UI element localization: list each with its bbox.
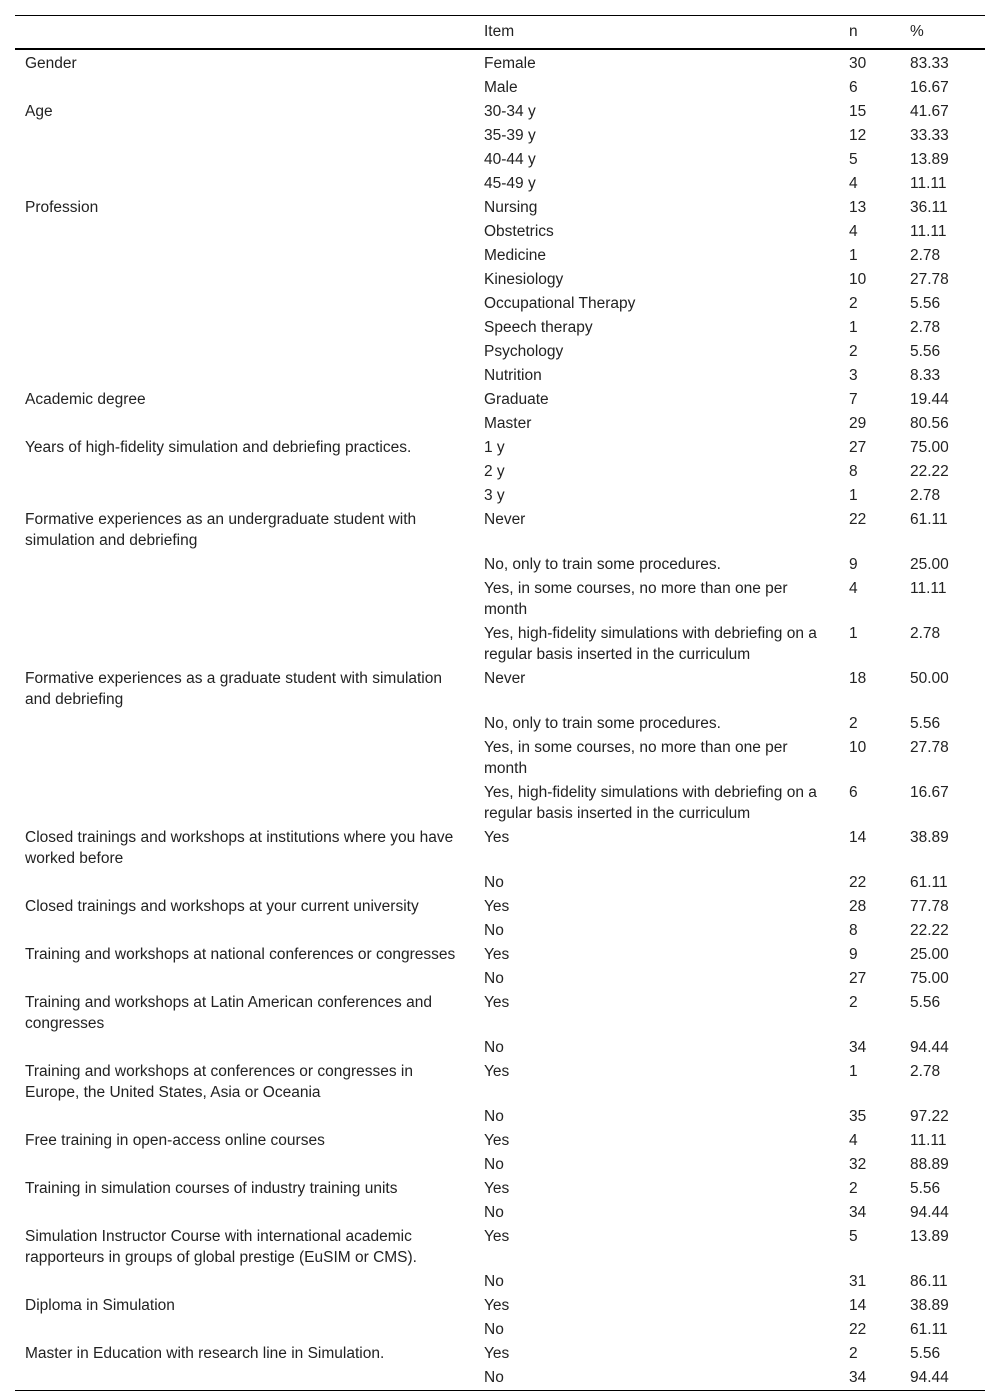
cell-n: 31 <box>849 1273 867 1290</box>
cell-category <box>15 244 474 268</box>
cell-n: 34 <box>849 1039 867 1056</box>
cell-item: 3 y <box>484 487 505 504</box>
table-row <box>15 991 985 1036</box>
cell-n: 8 <box>849 922 858 939</box>
cell-percent: 41.67 <box>910 103 949 120</box>
data-table <box>15 15 985 1391</box>
cell-item: Psychology <box>484 343 564 360</box>
table-row <box>15 220 985 244</box>
cell-percent: 2.78 <box>910 319 941 336</box>
cell-category: Academic degree <box>25 391 146 408</box>
cell-category <box>15 1201 474 1225</box>
table-row <box>15 268 985 292</box>
cell-category <box>15 1270 474 1294</box>
cell-n: 1 <box>849 247 858 264</box>
cell-percent: 25.00 <box>910 946 949 963</box>
cell-percent: 2.78 <box>910 487 941 504</box>
cell-category <box>15 919 474 943</box>
cell-item: No <box>484 1273 504 1290</box>
cell-n: 2 <box>849 1345 858 1362</box>
cell-percent: 94.44 <box>910 1369 949 1386</box>
cell-percent: 8.33 <box>910 367 941 384</box>
cell-category <box>15 712 474 736</box>
table-row <box>15 196 985 220</box>
cell-category <box>15 1105 474 1129</box>
cell-category <box>15 1036 474 1060</box>
cell-item: 30-34 y <box>484 103 536 120</box>
cell-item: Yes, in some courses, no more than one per month <box>484 580 788 618</box>
table-row <box>15 244 985 268</box>
cell-category <box>15 460 474 484</box>
cell-percent: 22.22 <box>910 922 949 939</box>
table-row <box>15 967 985 991</box>
cell-category <box>15 484 474 508</box>
table-row <box>15 484 985 508</box>
cell-item: No <box>484 1156 504 1173</box>
table-row <box>15 919 985 943</box>
cell-category <box>15 76 474 100</box>
cell-item: Yes, high-fidelity simulations with debriefing on a regular basis inserted in the curriculum <box>484 625 817 663</box>
cell-percent: 22.22 <box>910 463 949 480</box>
cell-item: No <box>484 922 504 939</box>
cell-item: Kinesiology <box>484 271 564 288</box>
cell-n: 6 <box>849 784 858 801</box>
table-row <box>15 667 985 712</box>
cell-percent: 75.00 <box>910 439 949 456</box>
cell-item: 45-49 y <box>484 175 536 192</box>
cell-percent: 86.11 <box>910 1273 948 1290</box>
cell-n: 2 <box>849 994 858 1011</box>
cell-item: Nutrition <box>484 367 542 384</box>
cell-n: 1 <box>849 625 858 642</box>
table-row <box>15 436 985 460</box>
cell-category: Diploma in Simulation <box>25 1297 175 1314</box>
cell-category <box>15 412 474 436</box>
cell-item: Occupational Therapy <box>484 295 636 312</box>
table-body <box>15 49 985 1391</box>
cell-category: Profession <box>25 199 99 216</box>
cell-n: 22 <box>849 1321 867 1338</box>
cell-n: 32 <box>849 1156 867 1173</box>
cell-item: Never <box>484 511 526 528</box>
cell-category <box>15 622 474 667</box>
cell-category: Closed trainings and workshops at institutions where you have worked before <box>25 829 454 867</box>
cell-category <box>15 1366 474 1391</box>
cell-n: 8 <box>849 463 858 480</box>
table-row <box>15 736 985 781</box>
cell-n: 3 <box>849 367 858 384</box>
cell-n: 15 <box>849 103 867 120</box>
table-row <box>15 622 985 667</box>
cell-item: 40-44 y <box>484 151 536 168</box>
cell-item: 1 y <box>484 439 505 456</box>
cell-category: Free training in open-access online courses <box>25 1132 325 1149</box>
cell-category: Master in Education with research line in Simulation. <box>25 1345 385 1362</box>
cell-n: 5 <box>849 151 858 168</box>
table-row <box>15 508 985 553</box>
cell-item: Yes <box>484 994 510 1011</box>
cell-item: Obstetrics <box>484 223 554 240</box>
cell-n: 1 <box>849 487 858 504</box>
table-row <box>15 1105 985 1129</box>
cell-percent: 2.78 <box>910 625 941 642</box>
table-header-row <box>15 16 985 50</box>
cell-n: 28 <box>849 898 867 915</box>
cell-item: Yes, in some courses, no more than one per month <box>484 739 788 777</box>
cell-category: Training and workshops at Latin American conferences and congresses <box>25 994 432 1032</box>
cell-n: 22 <box>849 874 867 891</box>
table-row <box>15 148 985 172</box>
cell-percent: 11.11 <box>910 580 947 597</box>
cell-n: 1 <box>849 1063 858 1080</box>
cell-item: Yes <box>484 1063 510 1080</box>
table-row <box>15 1225 985 1270</box>
cell-n: 10 <box>849 271 867 288</box>
table-row <box>15 1177 985 1201</box>
table-row <box>15 340 985 364</box>
table-row <box>15 943 985 967</box>
cell-percent: 5.56 <box>910 994 941 1011</box>
cell-category: Gender <box>25 55 77 72</box>
cell-category <box>15 871 474 895</box>
cell-category <box>15 736 474 781</box>
cell-item: Yes <box>484 1180 510 1197</box>
cell-category <box>15 220 474 244</box>
cell-category <box>15 553 474 577</box>
cell-n: 7 <box>849 391 858 408</box>
cell-percent: 61.11 <box>910 511 948 528</box>
cell-item: No <box>484 970 504 987</box>
cell-n: 2 <box>849 1180 858 1197</box>
cell-n: 4 <box>849 223 858 240</box>
table-row <box>15 76 985 100</box>
cell-percent: 61.11 <box>910 1321 948 1338</box>
table-row <box>15 172 985 196</box>
cell-percent: 80.56 <box>910 415 949 432</box>
header-n: n <box>849 23 858 40</box>
cell-n: 27 <box>849 439 867 456</box>
table-row <box>15 712 985 736</box>
cell-item: Female <box>484 55 536 72</box>
cell-n: 4 <box>849 1132 858 1149</box>
cell-n: 30 <box>849 55 867 72</box>
cell-category <box>15 967 474 991</box>
cell-category: Training in simulation courses of industry training units <box>25 1180 398 1197</box>
cell-category <box>15 577 474 622</box>
cell-n: 2 <box>849 343 858 360</box>
cell-item: No <box>484 1369 504 1386</box>
cell-n: 6 <box>849 79 858 96</box>
table-row <box>15 1294 985 1318</box>
cell-item: Graduate <box>484 391 549 408</box>
cell-percent: 5.56 <box>910 1345 941 1362</box>
cell-percent: 5.56 <box>910 295 941 312</box>
cell-n: 22 <box>849 511 867 528</box>
cell-item: Male <box>484 79 518 96</box>
cell-percent: 13.89 <box>910 1228 949 1245</box>
table-row <box>15 1342 985 1366</box>
cell-category <box>15 781 474 826</box>
cell-item: No <box>484 1204 504 1221</box>
cell-category <box>15 268 474 292</box>
cell-item: Yes <box>484 898 510 915</box>
table-row <box>15 100 985 124</box>
cell-category: Age <box>25 103 53 120</box>
cell-item: Yes <box>484 1228 510 1245</box>
cell-item: No, only to train some procedures. <box>484 715 721 732</box>
table-row <box>15 49 985 76</box>
cell-percent: 27.78 <box>910 271 949 288</box>
table-container <box>15 15 985 1391</box>
table-row <box>15 871 985 895</box>
cell-n: 14 <box>849 1297 867 1314</box>
table-row <box>15 577 985 622</box>
cell-percent: 83.33 <box>910 55 949 72</box>
cell-percent: 25.00 <box>910 556 949 573</box>
cell-category <box>15 172 474 196</box>
cell-percent: 2.78 <box>910 1063 941 1080</box>
table-row <box>15 292 985 316</box>
cell-category: Training and workshops at conferences or congresses in Europe, the United States, Asia or Oceania <box>25 1063 413 1101</box>
cell-item: Yes <box>484 1345 510 1362</box>
cell-percent: 97.22 <box>910 1108 949 1125</box>
cell-item: No <box>484 874 504 891</box>
cell-category: Training and workshops at national conferences or congresses <box>25 946 456 963</box>
cell-percent: 94.44 <box>910 1039 949 1056</box>
table-row <box>15 124 985 148</box>
cell-n: 34 <box>849 1204 867 1221</box>
cell-category <box>15 148 474 172</box>
cell-percent: 19.44 <box>910 391 949 408</box>
cell-percent: 2.78 <box>910 247 941 264</box>
cell-n: 9 <box>849 946 858 963</box>
cell-category <box>15 124 474 148</box>
cell-category <box>15 340 474 364</box>
cell-n: 14 <box>849 829 867 846</box>
table-row <box>15 460 985 484</box>
cell-category <box>15 364 474 388</box>
cell-n: 2 <box>849 295 858 312</box>
cell-item: No <box>484 1108 504 1125</box>
cell-n: 12 <box>849 127 867 144</box>
table-row <box>15 1129 985 1153</box>
cell-n: 9 <box>849 556 858 573</box>
cell-percent: 11.11 <box>910 1132 947 1149</box>
cell-item: No, only to train some procedures. <box>484 556 721 573</box>
table-row <box>15 1366 985 1391</box>
cell-item: Nursing <box>484 199 538 216</box>
cell-percent: 61.11 <box>910 874 948 891</box>
table-row <box>15 895 985 919</box>
cell-percent: 11.11 <box>910 175 947 192</box>
table-row <box>15 1318 985 1342</box>
cell-percent: 38.89 <box>910 829 949 846</box>
cell-n: 4 <box>849 580 858 597</box>
table-row <box>15 412 985 436</box>
cell-n: 35 <box>849 1108 867 1125</box>
cell-n: 5 <box>849 1228 858 1245</box>
cell-percent: 5.56 <box>910 343 941 360</box>
cell-item: Yes <box>484 829 510 846</box>
cell-item: No <box>484 1039 504 1056</box>
cell-item: 2 y <box>484 463 505 480</box>
cell-percent: 75.00 <box>910 970 949 987</box>
table-row <box>15 1270 985 1294</box>
cell-item: Yes, high-fidelity simulations with debriefing on a regular basis inserted in the curriculum <box>484 784 817 822</box>
cell-n: 34 <box>849 1369 867 1386</box>
cell-n: 4 <box>849 175 858 192</box>
table-row <box>15 316 985 340</box>
cell-n: 27 <box>849 970 867 987</box>
cell-item: Medicine <box>484 247 547 264</box>
cell-category <box>15 292 474 316</box>
cell-category <box>15 316 474 340</box>
cell-percent: 16.67 <box>910 79 949 96</box>
header-item: Item <box>484 23 515 40</box>
table-row <box>15 1036 985 1060</box>
cell-percent: 50.00 <box>910 670 949 687</box>
table-row <box>15 553 985 577</box>
table-row <box>15 781 985 826</box>
cell-percent: 5.56 <box>910 715 941 732</box>
cell-category: Years of high-fidelity simulation and debriefing practices. <box>25 439 412 456</box>
cell-percent: 13.89 <box>910 151 949 168</box>
cell-n: 18 <box>849 670 867 687</box>
table-row <box>15 1060 985 1105</box>
cell-category: Formative experiences as a graduate student with simulation and debriefing <box>25 670 442 708</box>
table-row <box>15 388 985 412</box>
table-row <box>15 364 985 388</box>
table-row <box>15 1201 985 1225</box>
cell-category: Formative experiences as an undergraduate student with simulation and debriefing <box>25 511 417 549</box>
cell-n: 13 <box>849 199 867 216</box>
cell-item: Yes <box>484 1132 510 1149</box>
cell-n: 29 <box>849 415 867 432</box>
cell-n: 1 <box>849 319 858 336</box>
cell-n: 2 <box>849 715 858 732</box>
cell-category: Closed trainings and workshops at your current university <box>25 898 419 915</box>
cell-category: Simulation Instructor Course with international academic rapporteurs in groups of global prestige (EuSIM or CMS). <box>25 1228 417 1266</box>
cell-category <box>15 1318 474 1342</box>
cell-item: No <box>484 1321 504 1338</box>
cell-item: Never <box>484 670 526 687</box>
cell-percent: 27.78 <box>910 739 949 756</box>
header-percent: % <box>910 23 924 40</box>
table-row <box>15 1153 985 1177</box>
cell-percent: 88.89 <box>910 1156 949 1173</box>
cell-item: Speech therapy <box>484 319 593 336</box>
cell-item: Yes <box>484 1297 510 1314</box>
cell-item: Master <box>484 415 532 432</box>
cell-n: 10 <box>849 739 867 756</box>
table-row <box>15 826 985 871</box>
cell-item: 35-39 y <box>484 127 536 144</box>
cell-percent: 11.11 <box>910 223 947 240</box>
cell-percent: 36.11 <box>910 199 948 216</box>
header-category <box>15 16 474 50</box>
cell-category <box>15 1153 474 1177</box>
cell-percent: 94.44 <box>910 1204 949 1221</box>
cell-percent: 33.33 <box>910 127 949 144</box>
cell-percent: 16.67 <box>910 784 949 801</box>
cell-percent: 5.56 <box>910 1180 941 1197</box>
cell-percent: 38.89 <box>910 1297 949 1314</box>
cell-item: Yes <box>484 946 510 963</box>
cell-percent: 77.78 <box>910 898 949 915</box>
